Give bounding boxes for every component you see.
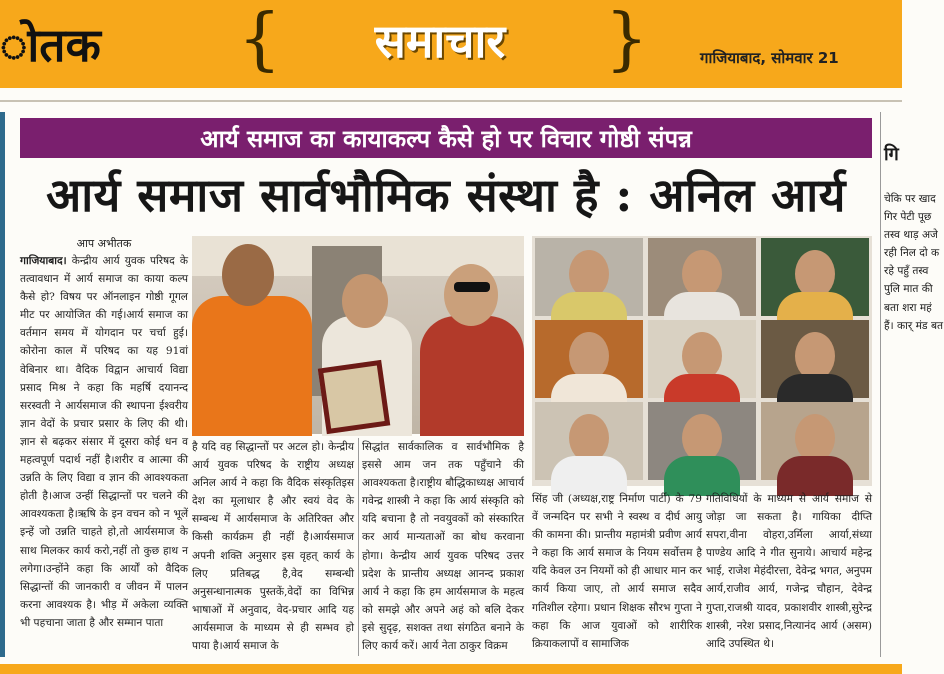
participant-face bbox=[569, 414, 609, 462]
photo-person-woman bbox=[420, 316, 524, 436]
kicker-text: आर्य समाज का कायाकल्प कैसे हो पर विचार गोष्ठी संपन्न bbox=[200, 124, 692, 153]
bottom-page-strip bbox=[0, 664, 902, 674]
participant-face bbox=[682, 250, 722, 298]
article-column-5 bbox=[706, 490, 872, 658]
column-1-text: केन्द्रीय आर्य युवक परिषद के तत्वावधान में आर्य समाज का काया कल्प कैसे हो? विषय पर ऑनलाइन गोष्ठी गूगल मीट पर आयोजित की गई।आर्य समाज का वर्तमान समय में योगदान पर चर्चा हुई।कोरोना काल में परिषद का यह 91वां वेबिनार था। वैदिक विद्वान आचार्य विद्या प्रसाद मिश्र ने कहा कि महर्षि दयानन्द सरस्वती ने आर्यसमाज की स्थापना ईश्वरीय ज्ञान वेदों के प्रचार प्रसार के लिए की थी। ज्ञान से बढ़कर संसार में दूसरा कोई धन व महत्वपूर्ण पदार्थ नहीं है।शरीर व आत्मा की उन्नति के लिए विद्या व ज्ञान की आवश्यकता होती है।आज उन्हीं सिद्धान्तों पर चलने की आवश्यकता है।ऋषि के इन वचन को न भूलें इन्हें जो उन्नति चाहते हो,तो आर्यसमाज के साथ मिलकर कार्य करो,नहीं तो कुछ हाथ न लगेगा।उन्होंने कहा कि आर्यों को वैदिक सिद्धान्तों की जानकारी व जीवन में पालन करना आवश्यक है। भीड़ में अकेला व्यक्ति भी पहचाना जाता है और सम्मान पाता bbox=[20, 255, 188, 629]
neighbor-heading: गि bbox=[884, 144, 899, 165]
participant-face bbox=[795, 332, 835, 380]
participant-tile bbox=[535, 320, 643, 398]
article-column-1 bbox=[20, 236, 188, 656]
photo-person-1-head bbox=[222, 244, 274, 306]
column-4-text: सिंह जी (अध्यक्ष,राष्ट्र निर्माण पार्टी) के 79 वें जन्मदिन पर सभी ने स्वस्थ व दीर्घ आयु की कामना की। प्रान्तीय महामंत्री प्रवीण आर्य ने कहा कि आर्य समाज के नियम सर्वोत्तम है यदि केवल उन नियमों को ही आधार मान कर कार्य किया जाए, तो आर्य समाज सदैव गतिशील रहेगा। प्रधान शिक्षक सौरभ गुप्ता ने कहा कि आज युवाओं को शारीरिक क्रियाकलापों व सामाजिक bbox=[532, 493, 702, 650]
photo-person-3-head bbox=[444, 264, 498, 326]
photo-person-orange-jacket bbox=[192, 296, 312, 436]
column-3-text: सिद्धांत सार्वकालिक व सार्वभौमिक है इससे आम जन तक पहुँचाने की आवश्यकता है।राष्ट्रीय बौद्धिकाध्यक्ष आचार्य गवेन्द्र शास्त्री ने कहा कि आर्य संस्कृति को यदि बचाना है तो नवयुवकों को संस्कारित कर आर्य मान्यताओं का बोध करवाना होगा। केन्द्रीय आर्य युवक परिषद उत्तर प्रदेश के प्रान्तीय अध्यक्ष आनन्द प्रकाश आर्य ने कहा कि हम आर्यसमाज के महत्व को समझे और अपने अहं को बलि देकर इसे सुदृढ़, सशक्त तथा संगठित बनाने के लिए कार्य करें। आर्य नेता ठाकुर विक्रम bbox=[362, 441, 524, 653]
participant-tile bbox=[535, 402, 643, 480]
article-column-4 bbox=[532, 490, 702, 658]
participant-tile bbox=[761, 402, 869, 480]
dateline-place: गाजियाबाद। bbox=[20, 255, 67, 267]
article-column-2 bbox=[192, 438, 354, 658]
section-title: समाचार bbox=[374, 14, 506, 68]
column-5-text: गतिविधियों के माध्यम से आर्य समाज से जोड़ा जा सकता है। गायिका दीप्ति सपरा,वीना वोहरा,उर्मिला आर्या,संध्या पाण्डेय आदि ने गीत सुनाये। आचार्य महेन्द्र भाई, राजेश मेहंदीरत्ता, देवेन्द्र भगत, अनुपम आर्य,राजीव आर्य, गजेन्द्र चौहान, देवेन्द्र गुप्ता,राजश्री यादव, प्रकाशवीर शास्त्री,सुरेन्द्र शास्त्री, नरेश प्रसाद,नित्यानंद आर्य (असम) आदि उपस्थित थे। bbox=[706, 493, 872, 650]
participant-tile bbox=[648, 238, 756, 316]
headline-text: आर्य समाज सार्वभौमिक संस्था है : अनिल आर्य bbox=[46, 168, 846, 222]
photo-person-2-head bbox=[342, 274, 388, 328]
article-kicker-banner bbox=[20, 118, 872, 158]
participant-tile bbox=[761, 238, 869, 316]
previous-page-title: ोतक bbox=[0, 18, 101, 72]
participant-face bbox=[569, 250, 609, 298]
participant-face bbox=[569, 332, 609, 380]
sunglasses bbox=[454, 282, 490, 292]
participant-face bbox=[795, 414, 835, 462]
column-2-text: है यदि वह सिद्धान्तों पर अटल हो। केन्द्रीय आर्य युवक परिषद के राष्ट्रीय अध्यक्ष अनिल आर्य ने कहा कि वैदिक संस्कृतिइस देश का मूलाधार है और स्वयं वेद के सम्बन्ध में आर्यसमाज के अतिरिक्त और किसी कार्यक्रम ही नहीं है।आर्यसमाज अपनी शक्ति अनुसार इस वृहत् कार्य के लिए प्रतिबद्ध है,वेद सम्बन्धी अनुसन्धानात्मक पुस्तकें,वेदों का विभिन्न भाषाओं में अनुवाद, वेद-प्रचार आदि यह आर्यसमाज के माध्यम से ही सम्भव हो पाया है।आर्य समाज के bbox=[192, 441, 354, 653]
memento-plaque bbox=[318, 360, 391, 434]
event-photo bbox=[192, 236, 524, 434]
article-headline bbox=[20, 160, 872, 228]
neighbor-body: चेकि पर खाद गिर पेटी पूछ तस्व थाड़ अजे रही निल दो क रहे पहुँ तस्व पुलि मात की बता शरा महं हैं। कार् मंड बत bbox=[884, 193, 944, 332]
column-divider bbox=[358, 438, 359, 656]
participant-face bbox=[682, 332, 722, 380]
participant-face bbox=[795, 250, 835, 298]
participant-face bbox=[682, 414, 722, 462]
left-brace-ornament: { bbox=[238, 0, 282, 79]
dateline: गाजियाबाद, सोमवार 21 bbox=[700, 49, 839, 67]
participant-tile bbox=[535, 238, 643, 316]
participant-tile bbox=[761, 320, 869, 398]
left-edge-image-strip bbox=[0, 112, 5, 657]
article-column-3 bbox=[362, 438, 524, 658]
participant-tile bbox=[648, 402, 756, 480]
participant-tile bbox=[648, 320, 756, 398]
byline: आप अभीतक bbox=[76, 237, 132, 250]
right-brace-ornament: } bbox=[605, 0, 649, 79]
masthead bbox=[0, 0, 902, 88]
neighbor-article-edge bbox=[880, 112, 944, 657]
neighbor-divider bbox=[880, 112, 881, 657]
top-divider bbox=[0, 100, 902, 102]
video-call-collage bbox=[532, 236, 872, 486]
